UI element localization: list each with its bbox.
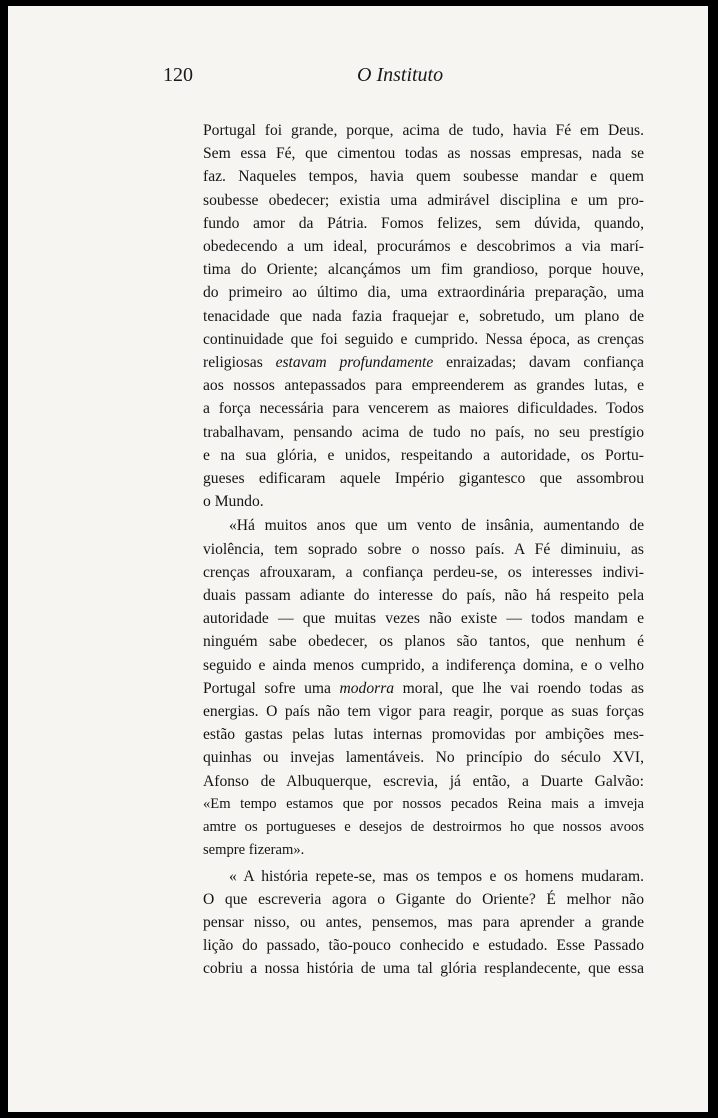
text-line: O que escreveria agora o Gigante do Oriente? É melhor não — [203, 890, 644, 908]
text-line: crenças afrouxaram, a confiança perdeu-se, os interesses indivi- — [203, 563, 644, 581]
paragraph-1 — [203, 119, 644, 513]
text-line: religiosas estavam profundamente enraizadas; davam confiança — [203, 354, 644, 372]
quote-line: «Em tempo estamos que por nossos pecados Reina mais a imveja — [203, 795, 644, 812]
text-line: tenacidade que nada fazia fraquejar e, sobretudo, um plano de — [203, 307, 644, 325]
text-line: Portugal sofre uma modorra moral, que lhe vai roendo todas as — [203, 679, 644, 697]
text-line: estão gastas pelas lutas internas promovidas por ambições mes- — [203, 726, 644, 744]
body-text — [203, 119, 644, 981]
text-line: autoridade — que muitas vezes não existe — todos mandam e — [203, 610, 644, 628]
text-line: «Há muitos anos que um vento de insânia, aumentando de — [229, 517, 644, 535]
page-number: 120 — [163, 64, 193, 86]
text-line: Sem essa Fé, que cimentou todas as nossas empresas, nada se — [203, 145, 644, 163]
text-line: continuidade que foi seguido e cumprido. Nessa época, as crenças — [203, 330, 644, 348]
text-line: violência, tem soprado sobre o nosso país. A Fé diminuiu, as — [203, 540, 644, 558]
text-line: lição do passado, tão-pouco conhecido e estudado. Esse Passado — [203, 937, 644, 955]
running-title: O Instituto — [357, 64, 444, 86]
text-line: fundo amor da Pátria. Fomos felizes, sem dúvida, quando, — [203, 214, 644, 232]
document-page — [8, 6, 708, 1112]
paragraph-3 — [203, 865, 644, 981]
text-line: do primeiro ao último dia, uma extraordinária preparação, uma — [203, 284, 644, 302]
text-line: soubesse obedecer; existia uma admirável disciplina e um pro- — [203, 191, 644, 209]
text-line: pensar nisso, ou antes, pensemos, mas para aprender a grande — [203, 913, 644, 931]
text-line: tima do Oriente; alcançámos um fim grandioso, porque houve, — [203, 261, 644, 279]
text-line: trabalhavam, pensando acima de tudo no país, no seu prestígio — [203, 423, 644, 441]
text-line: obedecendo a um ideal, procurámos e descobrimos a via marí- — [203, 238, 644, 256]
text-line: gueses edificaram aquele Império gigantesco que assombrou — [203, 470, 644, 488]
text-line: « A história repete-se, mas os tempos e os homens mudaram. — [229, 867, 644, 885]
text-line: cobriu a nossa história de uma tal glória resplandecente, que essa — [203, 960, 644, 978]
text-line: aos nossos antepassados para empreenderem as grandes lutas, e — [203, 377, 644, 395]
text-line: Afonso de Albuquerque, escrevia, já então, a Duarte Galvão: — [203, 772, 644, 790]
text-line: quinhas ou invejas lamentáveis. No princípio do século XVI, — [203, 749, 644, 767]
page-header — [8, 64, 708, 94]
quote-line: amtre os portugueses e desejos de destroirmos ho que nossos avoos — [203, 819, 644, 836]
text-line: a força necessária para vencerem as maiores dificuldades. Todos — [203, 400, 644, 418]
text-line: ninguém sabe obedecer, os planos são tantos, que nenhum é — [203, 633, 644, 651]
text-line: seguido e ainda menos cumprido, a indiferença domina, e o velho — [203, 656, 644, 674]
text-line: o Mundo. — [203, 493, 264, 511]
paragraph-2 — [203, 514, 644, 862]
text-line: faz. Naqueles tempos, havia quem soubesse mandar e quem — [203, 168, 644, 186]
text-line: e na sua glória, e unidos, respeitando a autoridade, os Portu- — [203, 446, 644, 464]
quote-line: sempre fizeram». — [203, 842, 305, 859]
text-line: Portugal foi grande, porque, acima de tudo, havia Fé em Deus. — [203, 122, 644, 139]
text-line: duais passam adiante do interesse do país, não há respeito pela — [203, 587, 644, 605]
text-line: energias. O país não tem vigor para reagir, porque as suas forças — [203, 703, 644, 721]
